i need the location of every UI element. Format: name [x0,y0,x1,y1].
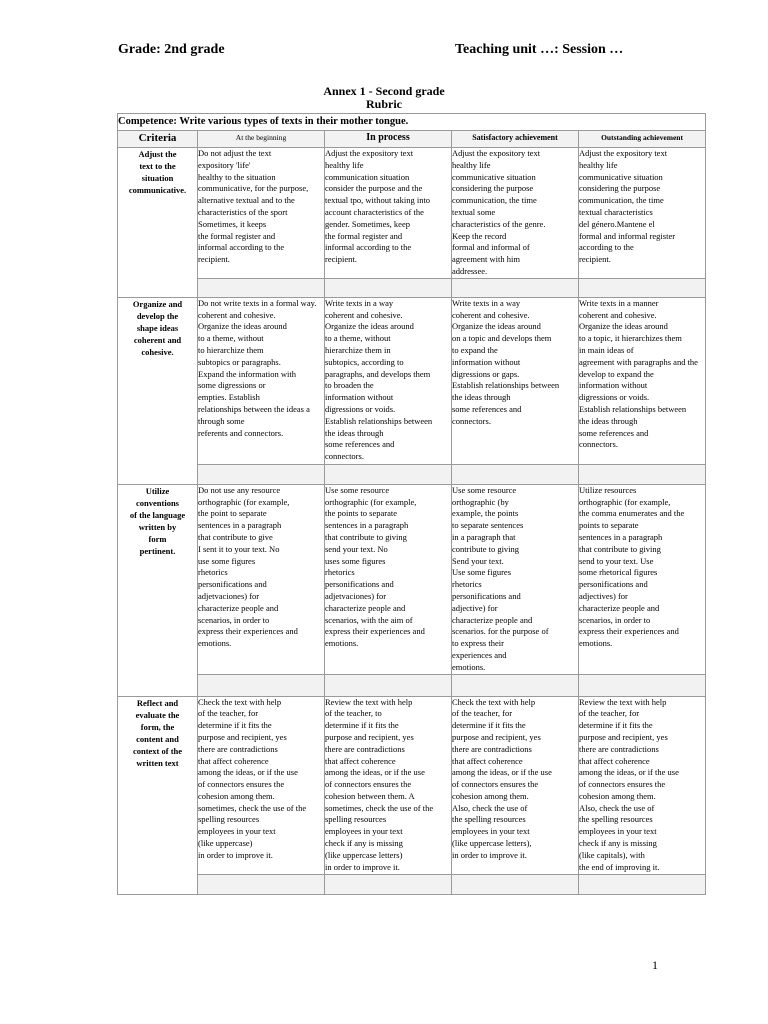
column-header-outstanding: Outstanding achievement [579,131,706,148]
spacer-cell [452,674,579,696]
header-row [118,131,706,148]
outstanding-cell [579,484,706,674]
descriptor-text: Review the text with help of the teacher, for determine if it fits the purpose and recipient, yes there are contradictions that affect coherence among the ideas, or if the use of connectors ensures the cohesion among them. Also, check the use of the spelling resources employees in your text check if any is missing (like capitals), with the end of improving it. [579,696,679,872]
rubric-row [118,297,706,464]
descriptor-text: Use some resource orthographic (for example, the points to separate sentences in a paragraph that contribute to giving send your text. No uses some figures rhetorics personifications and adjetvaciones) for characterize people and scenarios, with the aim of express their experiences and emotions. [325,484,425,649]
outstanding-cell [579,297,706,464]
annex-title: Annex 1 - Second grade [323,84,445,98]
spacer-row [118,278,706,297]
satisfactory-cell [452,297,579,464]
spacer-cell [325,674,452,696]
rubric-row [118,148,706,279]
column-header-satisfactory: Satisfactory achievement [452,131,579,148]
spacer-cell [198,464,325,484]
descriptor-text: Adjust the expository text healthy life communication situation consider the purpose and the textual tpo, without taking into account characteristics of the gender. Sometimes, keep the formal register and informal according to the recipient. [325,148,431,265]
criterion-text: Adjust the text to the situation communicative. [128,149,187,195]
spacer-cell [325,464,452,484]
spacer-cell [579,874,706,894]
rubric-row [118,484,706,674]
descriptor-text: Use some resource orthographic (by example, the points to separate sentences in a paragraph that contribute to giving Send your text. Use some figures rhetorics personifications and adjective) for characterize people and scenarios. for the purpose of to express their experiences and emotions. [452,484,549,672]
spacer-cell [579,464,706,484]
spacer-cell [198,674,325,696]
criterion-text: Utilize conventions of the language written by form pertinent. [129,485,186,556]
satisfactory-cell [452,148,579,279]
spacer-row [118,874,706,894]
competence-row [118,114,706,131]
spacer-row [118,674,706,696]
criterion-cell [118,484,198,696]
satisfactory-cell [452,484,579,674]
process-cell [325,297,452,464]
beginning-cell [198,696,325,874]
satisfactory-cell [452,696,579,874]
process-cell [325,484,452,674]
spacer-cell [452,278,579,297]
page-number: 1 [652,958,658,972]
rubric-row [118,696,706,874]
annex-heading [0,85,768,111]
descriptor-text: Utilize resources orthographic (for example, the comma enumerates and the points to separate sentences in a paragraph that contribute to giving send to your text. Use some rhetorical figures personifications and adjectives) for characterize people and scenarios, in order to express their experiences and emotions. [579,484,685,649]
process-cell [325,696,452,874]
competence-text: Competence: Write various types of texts in their mother tongue. [118,114,706,131]
descriptor-text: Review the text with help of the teacher, to determine if it fits the purpose and recipient, yes there are contradictions that affect coherence among the ideas, or if the use of connectors ensures the cohesion between them. A sometimes, check the use of the spelling resources employees in your text check if any is missing (like uppercase letters) in order to improve it. [325,696,434,872]
criterion-text: Organize and develop the shape ideas coherent and cohesive. [132,298,183,357]
descriptor-text: Write texts in a way coherent and cohesive. Organize the ideas around on a topic and develops them to expand the information without digressions or gaps. Establish relationships between the ideas through some references and connectors. [452,297,560,426]
spacer-cell [325,874,452,894]
criterion-text: Reflect and evaluate the form, the content and context of the written text [132,697,183,768]
descriptor-text: Write texts in a manner coherent and cohesive. Organize the ideas around to a topic, it hierarchizes them in main ideas of agreement with paragraphs and the develop to expand the information without digressions or voids. Establish relationships between the ideas through some references and connectors. [579,297,698,450]
spacer-cell [452,874,579,894]
outstanding-cell [579,148,706,279]
descriptor-text: Write texts in a way coherent and cohesive. Organize the ideas around to a theme, without hierarchize them in subtopics, according to paragraphs, and develops them to broaden the information without digressions or voids. Establish relationships between the ideas through some references and connectors. [325,297,433,462]
process-cell [325,148,452,279]
beginning-cell [198,484,325,674]
descriptor-text: Check the text with help of the teacher, for determine if it fits the purpose and recipient, yes there are contradictions that affect coherence among the ideas, or if the use of connectors ensures the cohesion among them. Also, check the use of the spelling resources employees in your text (like uppercase letters), in order to improve it. [452,696,552,860]
descriptor-text: Do not use any resource orthographic (for example, the point to separate sentences in a paragraph that contribute to give I sent it to your text. No use some figures rhetorics personifications and adjetvaciones) for characterize people and scenarios, in order to express their experiences and emotions. [198,484,298,649]
spacer-row [118,464,706,484]
outstanding-cell [579,696,706,874]
spacer-cell [579,674,706,696]
descriptor-text: Check the text with help of the teacher, for determine if it fits the purpose and recipient, yes there are contradictions that affect coherence among the ideas, or if the use of connectors ensures the cohesion among them. sometimes, check the use of the spelling resources employees in your text (like uppercase) in order to improve it. [198,696,307,860]
descriptor-text: Adjust the expository text healthy life communicative situation considering the purpose communication, the time textual some characteristics of the genre. Keep the record formal and informal of agreement with him addressee. [452,148,546,276]
spacer-cell [198,874,325,894]
spacer-cell [579,278,706,297]
grade-label: Grade: 2nd grade [118,42,225,57]
spacer-cell [325,278,452,297]
criterion-cell [118,297,198,484]
annex-subtitle: Rubric [366,97,402,111]
beginning-cell [198,297,325,464]
descriptor-text: Do not write texts in a formal way. coherent and cohesive. Organize the ideas around to a theme, without to hierarchize them subtopics or paragraphs. Expand the information with some digressions or empties. Establish relationships between the ideas a through some referents and connectors. [198,297,317,438]
column-header-process: In process [325,131,452,148]
rubric-table [117,113,706,895]
descriptor-text: Do not adjust the text expository 'life' healthy to the situation communicative, for the purpose, alternative textual and to the characteristics of the sport Sometimes, it keeps the formal register and informal according to the recipient. [198,148,309,265]
criterion-cell [118,148,198,298]
spacer-cell [198,278,325,297]
descriptor-text: Adjust the expository text healthy life communicative situation considering the purpose communication, the time textual characteristics del género.Mantene el formal and informal register according to the recipient. [579,148,676,265]
beginning-cell [198,148,325,279]
criterion-cell [118,696,198,894]
column-header-beginning: At the beginning [198,131,325,148]
teaching-unit-label: Teaching unit …: Session … [455,42,624,57]
column-header-criteria: Criteria [118,131,198,148]
spacer-cell [452,464,579,484]
